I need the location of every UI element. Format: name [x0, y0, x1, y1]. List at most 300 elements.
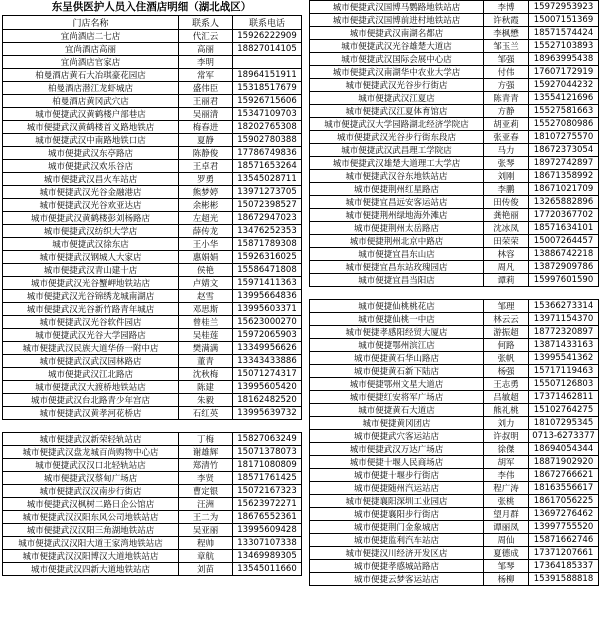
- store-name: 城市便捷武汉国博前进村地铁站店: [310, 14, 484, 27]
- phone-number: 13469989305: [233, 549, 302, 562]
- contact-name: 刘刚: [484, 170, 529, 183]
- phone-number: 17607172919: [529, 66, 599, 79]
- contact-name: 惠娟娟: [179, 251, 233, 264]
- store-name: 城市便捷黄石华山路店: [310, 351, 484, 364]
- phone-number: 13265882896: [529, 196, 599, 209]
- contact-name: 薛传龙: [179, 225, 233, 238]
- table-row: [310, 364, 599, 377]
- contact-name: 曾桂兰: [179, 316, 233, 329]
- store-name: 城市便捷黄冈团店: [310, 416, 484, 429]
- phone-number: 15507126803: [529, 377, 599, 390]
- table-row: [310, 274, 599, 287]
- table-row: [3, 394, 302, 407]
- phone-number: 15926316025: [233, 251, 302, 264]
- store-name: 城市便捷宜昌远安客运站店: [310, 196, 484, 209]
- phone-number: 15997601590: [529, 274, 599, 287]
- phone-number: 18694054344: [529, 442, 599, 455]
- phone-number: 13307107338: [233, 536, 302, 549]
- contact-name: 吴亚丽: [179, 523, 233, 536]
- table-row: [310, 481, 599, 494]
- phone-number: 15926222909: [233, 30, 302, 43]
- contact-name: 望月群: [484, 507, 529, 520]
- contact-name: 徐傑: [484, 442, 529, 455]
- table-row: [3, 134, 302, 147]
- contact-name: 丁梅: [179, 432, 233, 445]
- contact-name: 张亚春: [484, 131, 529, 144]
- header-contact: 联系人: [179, 16, 233, 30]
- store-name: 城市便捷十堰步行街店: [310, 468, 484, 481]
- contact-name: 王二为: [179, 510, 233, 523]
- table-row: [3, 186, 302, 199]
- contact-name: 谭丽凤: [484, 520, 529, 533]
- table-row: [3, 316, 302, 329]
- table-header-row: [3, 16, 302, 30]
- table-row: [310, 559, 599, 572]
- phone-number: 15071378073: [233, 445, 302, 458]
- table-row: [3, 173, 302, 186]
- table-row: [3, 484, 302, 497]
- phone-number: 13476252353: [233, 225, 302, 238]
- store-name: 城市便捷武汉武昌理工学院店: [310, 144, 484, 157]
- store-name: 城市便捷武汉黄孝河花桥店: [3, 407, 179, 420]
- store-name: 城市便捷武汉国际会展中心店: [310, 53, 484, 66]
- store-name: 城市便捷武汉江夏店: [310, 92, 484, 105]
- phone-number: 15717119463: [529, 364, 599, 377]
- phone-number: 15007151369: [529, 14, 599, 27]
- contact-name: 吴丽清: [179, 108, 233, 121]
- phone-number: 18617056225: [529, 494, 599, 507]
- store-name: 城市便捷武汉万达广场店: [310, 442, 484, 455]
- contact-name: 樊满满: [179, 342, 233, 355]
- store-name: 城市便捷武汉光谷雄楚大道店: [310, 40, 484, 53]
- contact-name: 游振超: [484, 325, 529, 338]
- table-row: [3, 329, 302, 342]
- store-name: 城市便捷仙桃一中店: [310, 312, 484, 325]
- store-name: 城市便捷孝感阳经贸大厦店: [310, 325, 484, 338]
- contact-name: 赵雪: [179, 290, 233, 303]
- table-row: [3, 407, 302, 420]
- store-name: 城市便捷十堰人民商场店: [310, 455, 484, 468]
- store-name: 城市便捷武汉东亭路店: [3, 147, 179, 160]
- store-name: 城市便捷宜昌当阳店: [310, 274, 484, 287]
- phone-number: 17371462811: [529, 390, 599, 403]
- table-row: [3, 56, 302, 69]
- table-row: [3, 536, 302, 549]
- table-row: [310, 442, 599, 455]
- store-name: 城市便捷武汉四新大道地铁站店: [3, 562, 179, 575]
- table-row: [310, 507, 599, 520]
- phone-number: 15102764275: [529, 403, 599, 416]
- phone-number: 18671021709: [529, 183, 599, 196]
- store-name: 城市便捷宜昌东站玫瑰园店: [310, 261, 484, 274]
- store-name: 城市便捷荆州红星路店: [310, 183, 484, 196]
- contact-name: 张帆: [484, 351, 529, 364]
- table-row: [310, 468, 599, 481]
- phone-number: 13886742218: [529, 248, 599, 261]
- phone-number: 18571761425: [233, 471, 302, 484]
- contact-name: 许秋霞: [484, 14, 529, 27]
- contact-name: 罗勇: [179, 173, 233, 186]
- table-gap: [310, 287, 599, 300]
- store-name: 城市便捷荆门金象城店: [310, 520, 484, 533]
- store-name: 城市便捷武汉汉阳大道王家湾地铁站店: [3, 536, 179, 549]
- phone-number: 13343433886: [233, 355, 302, 368]
- phone-number: 18827014105: [233, 43, 302, 56]
- table-row: [3, 432, 302, 445]
- table-row: [310, 351, 599, 364]
- contact-name: 梅春进: [179, 121, 233, 134]
- contact-name: 许叔明: [484, 429, 529, 442]
- contact-name: 王卓君: [179, 160, 233, 173]
- phone-number: 15623000270: [233, 316, 302, 329]
- table-row: [310, 299, 599, 312]
- phone-number: 18672947023: [233, 212, 302, 225]
- store-name: 城市便捷武汉欢乐谷店: [3, 160, 179, 173]
- table-row: [3, 368, 302, 381]
- phone-number: 15072398527: [233, 199, 302, 212]
- store-name: 城市便捷红安将军广场店: [310, 390, 484, 403]
- phone-number: 15586471808: [233, 264, 302, 277]
- contact-name: 高丽: [179, 43, 233, 56]
- contact-name: 夏静: [179, 134, 233, 147]
- table-row: [310, 403, 599, 416]
- contact-name: 夏德成: [484, 546, 529, 559]
- contact-name: 汪洲: [179, 497, 233, 510]
- contact-name: 杨强: [484, 364, 529, 377]
- store-name: 城市便捷仙桃桃花店: [310, 299, 484, 312]
- store-name: 城市便捷荆州绿地海外滩店: [310, 209, 484, 222]
- store-name: 城市便捷武汉南湖名都店: [310, 27, 484, 40]
- table-row: [3, 303, 302, 316]
- phone-number: 18972742897: [529, 157, 599, 170]
- store-name: 城市便捷武汉汉阳东风公司地铁站店: [3, 510, 179, 523]
- table-row: [3, 510, 302, 523]
- phone-number: 17786749836: [233, 147, 302, 160]
- store-name: 城市便捷武汉汉阳博汉大道地铁站店: [3, 549, 179, 562]
- contact-name: 左超光: [179, 212, 233, 225]
- contact-name: 王丽君: [179, 95, 233, 108]
- contact-name: 沈冰凤: [484, 222, 529, 235]
- phone-number: 13971154370: [529, 312, 599, 325]
- contact-name: 代汇云: [179, 30, 233, 43]
- contact-name: 龚艳丽: [484, 209, 529, 222]
- store-name: 柏曼酒店黄冈武穴店: [3, 95, 179, 108]
- table-row: [310, 196, 599, 209]
- store-name: 城市便捷武汉光谷步行街东段店: [310, 131, 484, 144]
- table-row: [310, 105, 599, 118]
- contact-name: 郑清竹: [179, 458, 233, 471]
- table-row: [310, 261, 599, 274]
- contact-name: 陈静俊: [179, 147, 233, 160]
- phone-number: 13995541362: [529, 351, 599, 364]
- contact-name: 陈建: [179, 381, 233, 394]
- phone-number: 18676552361: [233, 510, 302, 523]
- phone-number: 17371207661: [529, 546, 599, 559]
- phone-number: 18571634101: [529, 222, 599, 235]
- table-row: [310, 131, 599, 144]
- table-row: [3, 108, 302, 121]
- phone-number: 15827063249: [233, 432, 302, 445]
- phone-number: 15972953923: [529, 1, 599, 14]
- phone-number: 13971273705: [233, 186, 302, 199]
- store-name: 城市便捷武汉汉阳三角湖地铁站店: [3, 523, 179, 536]
- store-name: 城市便捷武汉大学园路湖北经济学院店: [310, 118, 484, 131]
- phone-number: 15391588818: [529, 572, 599, 585]
- contact-name: 章航: [179, 549, 233, 562]
- table-row: [310, 79, 599, 92]
- phone-number: 15072167323: [233, 484, 302, 497]
- store-name: 城市便捷武汉民族大道华侨一附中店: [3, 342, 179, 355]
- phone-number: 13995639732: [233, 407, 302, 420]
- store-name: 城市便捷武穴客运站店: [310, 429, 484, 442]
- contact-name: 陈青青: [484, 92, 529, 105]
- contact-name: 张琴: [484, 157, 529, 170]
- phone-number: 17720367702: [529, 209, 599, 222]
- contact-name: 何路: [484, 338, 529, 351]
- contact-name: 常军: [179, 69, 233, 82]
- contact-name: 邹强: [484, 53, 529, 66]
- phone-number: 15871789308: [233, 238, 302, 251]
- phone-number: 15527581663: [529, 105, 599, 118]
- phone-number: 18964151911: [233, 69, 302, 82]
- phone-number: 13554121696: [529, 92, 599, 105]
- table-row: [3, 225, 302, 238]
- table-row: [3, 523, 302, 536]
- table-row: [3, 445, 302, 458]
- contact-name: 邓思斯: [179, 303, 233, 316]
- store-name: 城市便捷武汉台北路青少年宫店: [3, 394, 179, 407]
- phone-number: 18571574424: [529, 27, 599, 40]
- contact-name: 田传俊: [484, 196, 529, 209]
- contact-name: 李鹏: [484, 183, 529, 196]
- contact-name: 胡军: [484, 455, 529, 468]
- contact-name: 田荣荣: [484, 235, 529, 248]
- contact-name: 邹琴: [484, 559, 529, 572]
- page-title: 东呈供医护人员入住酒店明细（湖北战区）: [51, 1, 252, 13]
- table-row: [310, 1, 599, 14]
- store-name: 城市便捷随州汽运站店: [310, 481, 484, 494]
- contact-name: 熊礼桃: [484, 403, 529, 416]
- store-name: 城市便捷武汉光谷欢亚达店: [3, 199, 179, 212]
- contact-name: 张桃: [484, 494, 529, 507]
- store-name: 城市便捷武汉光谷步行街店: [310, 79, 484, 92]
- table-row: [3, 355, 302, 368]
- store-name: 城市便捷武汉光谷金融港店: [3, 186, 179, 199]
- table-row: [310, 429, 599, 442]
- table-row: [3, 471, 302, 484]
- table-row: [310, 520, 599, 533]
- phone-number: 13995664836: [233, 290, 302, 303]
- table-row: [310, 390, 599, 403]
- store-name: 城市便捷汉川经济开发区店: [310, 546, 484, 559]
- contact-name: 谭莉: [484, 274, 529, 287]
- header-store: 门店名称: [3, 16, 179, 30]
- contact-name: 王小华: [179, 238, 233, 251]
- store-name: 城市便捷武汉汉南步行街店: [3, 484, 179, 497]
- phone-number: 13545028711: [233, 173, 302, 186]
- table-row: [310, 92, 599, 105]
- table-row: [310, 494, 599, 507]
- contact-name: 盛伟臣: [179, 82, 233, 95]
- phone-number: 13997755520: [529, 520, 599, 533]
- store-name: 城市便捷鄂州滨江店: [310, 338, 484, 351]
- store-name: 城市便捷武汉江北路店: [3, 368, 179, 381]
- phone-number: 0713-6273377: [529, 429, 599, 442]
- store-name: 城市便捷武汉黄鹤楼户部巷店: [3, 108, 179, 121]
- table-row: [3, 147, 302, 160]
- hotel-table-left: [2, 15, 302, 576]
- contact-name: 刘苗: [179, 562, 233, 575]
- store-name: 柏曼酒店潜江龙虾城店: [3, 82, 179, 95]
- phone-number: 13871433163: [529, 338, 599, 351]
- table-row: [3, 160, 302, 173]
- contact-name: 曹定银: [179, 484, 233, 497]
- store-name: 宜尚酒店高丽: [3, 43, 179, 56]
- store-name: 城市便捷武汉南湖华中农业大学店: [310, 66, 484, 79]
- phone-number: 15871662746: [529, 533, 599, 546]
- contact-name: 邹理: [484, 299, 529, 312]
- table-row: [310, 546, 599, 559]
- phone-number: 17364185337: [529, 559, 599, 572]
- table-row: [3, 82, 302, 95]
- contact-name: 石红英: [179, 407, 233, 420]
- table-row: [310, 157, 599, 170]
- table-row: [310, 66, 599, 79]
- contact-name: 李贤: [179, 471, 233, 484]
- phone-number: 13697276462: [529, 507, 599, 520]
- right-column: [309, 0, 598, 586]
- store-name: 城市便捷鄂州文星大道店: [310, 377, 484, 390]
- phone-number: 18107295345: [529, 416, 599, 429]
- store-name: 城市便捷云梦客运站店: [310, 572, 484, 585]
- contact-name: 李博: [484, 1, 529, 14]
- store-name: 城市便捷武汉光谷软件园店: [3, 316, 179, 329]
- table-row: [310, 455, 599, 468]
- phone-number: 18162482520: [233, 394, 302, 407]
- contact-name: 林容: [484, 248, 529, 261]
- contact-name: 程帅: [179, 536, 233, 549]
- store-name: 城市便捷黄石大道店: [310, 403, 484, 416]
- table-row: [310, 118, 599, 131]
- store-name: 城市便捷襄阳步行街店: [310, 507, 484, 520]
- table-row: [310, 533, 599, 546]
- phone-number: 18672373054: [529, 144, 599, 157]
- contact-name: 程广涛: [484, 481, 529, 494]
- store-name: 城市便捷荆州北京中路店: [310, 235, 484, 248]
- phone-number: 18163556617: [529, 481, 599, 494]
- store-name: 城市便捷武汉盘龙城百尚购物中心店: [3, 445, 179, 458]
- store-name: 城市便捷武汉黄鹤楼首义路地铁店: [3, 121, 179, 134]
- phone-number: 13995605420: [233, 381, 302, 394]
- table-row: [3, 251, 302, 264]
- table-row: [310, 209, 599, 222]
- store-name: 城市便捷武汉江夏体育馆店: [310, 105, 484, 118]
- store-name: 城市便捷荆州太岳路店: [310, 222, 484, 235]
- contact-name: 王志勇: [484, 377, 529, 390]
- phone-number: 18171080809: [233, 458, 302, 471]
- store-name: 城市便捷武汉国博马鹦路地铁站店: [310, 1, 484, 14]
- table-row: [3, 238, 302, 251]
- phone-number: 13349956626: [233, 342, 302, 355]
- phone-number: 13872909786: [529, 261, 599, 274]
- phone-number: 15318517679: [233, 82, 302, 95]
- table-row: [310, 27, 599, 40]
- phone-number: 18871902920: [529, 455, 599, 468]
- contact-name: 李枫懋: [484, 27, 529, 40]
- phone-number: 15527103893: [529, 40, 599, 53]
- table-row: [310, 222, 599, 235]
- store-name: 城市便捷武汉钢城人大家店: [3, 251, 179, 264]
- table-row: [3, 121, 302, 134]
- contact-name: 胡亚莉: [484, 118, 529, 131]
- store-name: 城市便捷武汉青山建十店: [3, 264, 179, 277]
- phone-number: 18963995438: [529, 53, 599, 66]
- table-row: [310, 183, 599, 196]
- phone-number: 15971411363: [233, 277, 302, 290]
- table-row: [310, 377, 599, 390]
- contact-name: 林云云: [484, 312, 529, 325]
- table-row: [3, 264, 302, 277]
- store-name: 城市便捷武汉昌火车站店: [3, 173, 179, 186]
- phone-number: 15366273314: [529, 299, 599, 312]
- phone-number: 13995609428: [233, 523, 302, 536]
- store-name: 城市便捷武汉谷东地铁站店: [310, 170, 484, 183]
- contact-name: 方静: [484, 105, 529, 118]
- table-row: [3, 43, 302, 56]
- contact-name: 朱毅: [179, 394, 233, 407]
- store-name: 城市便捷宜昌东山店: [310, 248, 484, 261]
- table-row: [3, 69, 302, 82]
- store-name: 宜尚酒店官家店: [3, 56, 179, 69]
- phone-number: 18671358992: [529, 170, 599, 183]
- contact-name: 邹玉兰: [484, 40, 529, 53]
- table-gap: [3, 420, 302, 433]
- table-row: [310, 144, 599, 157]
- phone-number: 18571653264: [233, 160, 302, 173]
- table-row: [3, 549, 302, 562]
- phone-number: 15623972271: [233, 497, 302, 510]
- table-row: [310, 53, 599, 66]
- table-row: [3, 95, 302, 108]
- header-phone: 联系电话: [233, 16, 302, 30]
- store-name: 城市便捷武汉新荣轻轨站店: [3, 432, 179, 445]
- store-name: 柏曼酒店黄石大冶琪豪花园店: [3, 69, 179, 82]
- store-name: 城市便捷武汉黄鹤楼彭刘杨路店: [3, 212, 179, 225]
- phone-number: 15926715606: [233, 95, 302, 108]
- store-name: 城市便捷武汉大渡桥地铁站店: [3, 381, 179, 394]
- store-name: 宜尚酒店二七店: [3, 30, 179, 43]
- contact-name: 熊梦婷: [179, 186, 233, 199]
- table-row: [310, 572, 599, 585]
- contact-name: 方强: [484, 79, 529, 92]
- table-row: [3, 212, 302, 225]
- table-row: [3, 562, 302, 575]
- table-row: [310, 325, 599, 338]
- contact-name: 余彬彬: [179, 199, 233, 212]
- phone-number: 18772320897: [529, 325, 599, 338]
- contact-name: 谢雄辉: [179, 445, 233, 458]
- table-row: [310, 416, 599, 429]
- phone-number: 15007264457: [529, 235, 599, 248]
- store-name: 城市便捷襄阳深圳工业园店: [310, 494, 484, 507]
- table-row: [310, 248, 599, 261]
- table-row: [3, 199, 302, 212]
- contact-name: 李明: [179, 56, 233, 69]
- store-name: 城市便捷武汉光谷大学园路店: [3, 329, 179, 342]
- store-name: 城市便捷武汉纺织大学店: [3, 225, 179, 238]
- store-name: 城市便捷孝感城站路店: [310, 559, 484, 572]
- phone-number: 18672766621: [529, 468, 599, 481]
